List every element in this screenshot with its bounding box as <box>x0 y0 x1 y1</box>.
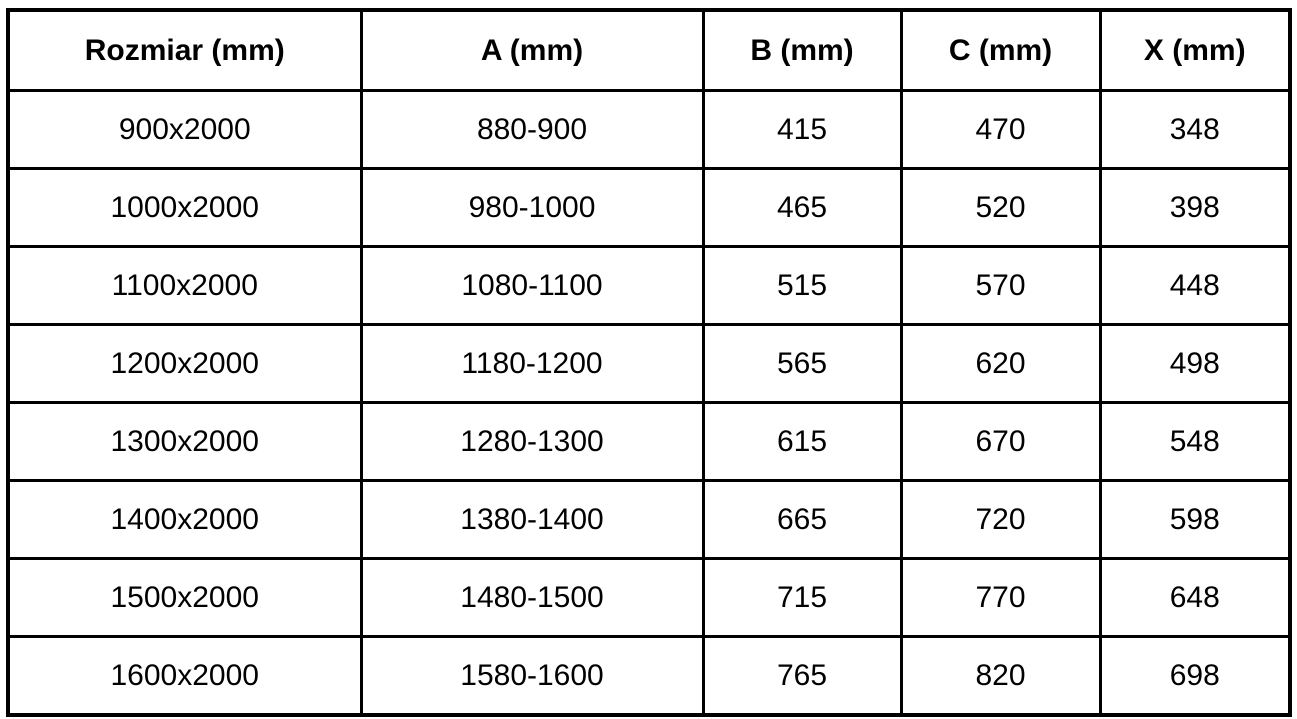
column-header: X (mm) <box>1100 10 1290 91</box>
table-cell: 720 <box>901 481 1100 559</box>
table-cell: 1100x2000 <box>8 247 361 325</box>
table-cell: 1300x2000 <box>8 403 361 481</box>
table-row <box>8 91 1290 169</box>
table-cell: 1380-1400 <box>361 481 703 559</box>
table-cell: 698 <box>1100 637 1290 716</box>
table-cell: 570 <box>901 247 1100 325</box>
table-cell: 980-1000 <box>361 169 703 247</box>
table-row <box>8 325 1290 403</box>
table-cell: 1480-1500 <box>361 559 703 637</box>
table-cell: 1000x2000 <box>8 169 361 247</box>
table-cell: 470 <box>901 91 1100 169</box>
table-cell: 465 <box>703 169 901 247</box>
table-cell: 398 <box>1100 169 1290 247</box>
table-cell: 715 <box>703 559 901 637</box>
table-cell: 820 <box>901 637 1100 716</box>
table-cell: 1080-1100 <box>361 247 703 325</box>
table-cell: 520 <box>901 169 1100 247</box>
table-cell: 670 <box>901 403 1100 481</box>
table-cell: 598 <box>1100 481 1290 559</box>
table-row <box>8 559 1290 637</box>
column-header: C (mm) <box>901 10 1100 91</box>
table-cell: 1280-1300 <box>361 403 703 481</box>
table-cell: 448 <box>1100 247 1290 325</box>
table-row <box>8 247 1290 325</box>
table-row <box>8 481 1290 559</box>
table-cell: 900x2000 <box>8 91 361 169</box>
table-cell: 515 <box>703 247 901 325</box>
table-cell: 620 <box>901 325 1100 403</box>
table-cell: 1180-1200 <box>361 325 703 403</box>
column-header: B (mm) <box>703 10 901 91</box>
table-cell: 770 <box>901 559 1100 637</box>
table-cell: 1580-1600 <box>361 637 703 716</box>
table-cell: 548 <box>1100 403 1290 481</box>
table-row <box>8 169 1290 247</box>
table-cell: 880-900 <box>361 91 703 169</box>
table-cell: 1400x2000 <box>8 481 361 559</box>
column-header: Rozmiar (mm) <box>8 10 361 91</box>
column-header: A (mm) <box>361 10 703 91</box>
table-cell: 1500x2000 <box>8 559 361 637</box>
table-cell: 415 <box>703 91 901 169</box>
table-row <box>8 403 1290 481</box>
table-cell: 1600x2000 <box>8 637 361 716</box>
table-cell: 1200x2000 <box>8 325 361 403</box>
header-row <box>8 10 1290 91</box>
table-cell: 648 <box>1100 559 1290 637</box>
table-cell: 565 <box>703 325 901 403</box>
table-cell: 615 <box>703 403 901 481</box>
table-cell: 665 <box>703 481 901 559</box>
table-cell: 348 <box>1100 91 1290 169</box>
table-cell: 765 <box>703 637 901 716</box>
table-body <box>8 91 1290 716</box>
size-spec-table <box>6 8 1292 717</box>
table-row <box>8 637 1290 716</box>
table-cell: 498 <box>1100 325 1290 403</box>
